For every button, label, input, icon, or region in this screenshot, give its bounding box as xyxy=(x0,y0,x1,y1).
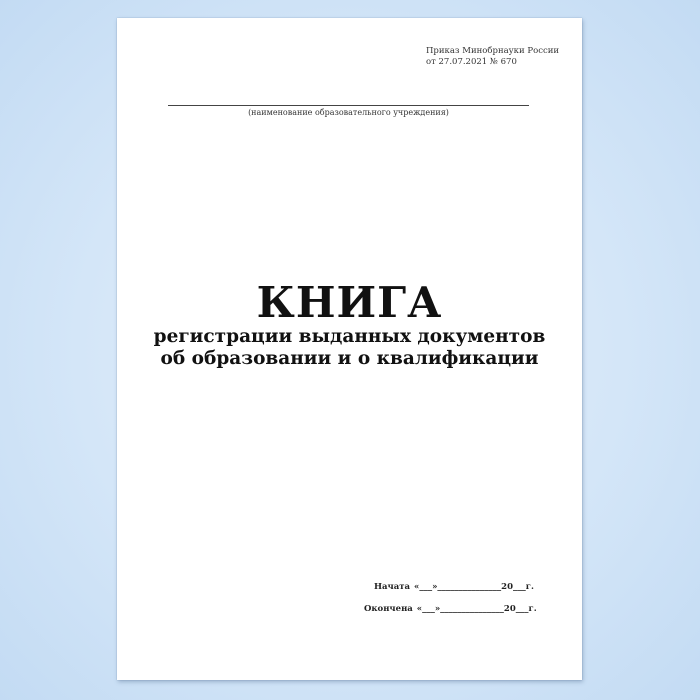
title-block xyxy=(117,280,582,370)
institution-caption: (наименование образовательного учреждения) xyxy=(248,108,449,117)
start-date-row xyxy=(374,582,534,592)
book-subtitle-line1: регистрации выданных документов xyxy=(153,326,546,347)
order-reference-line2: от 27.07.2021 № 670 xyxy=(426,57,517,67)
book-title: КНИГА xyxy=(256,278,443,327)
start-date-blank: «___»_______________20___г. xyxy=(414,582,534,592)
book-cover-page xyxy=(117,18,582,680)
order-reference-line1: Приказ Минобрнауки России xyxy=(426,46,560,56)
end-date-blank: «___»_______________20___г. xyxy=(416,604,537,614)
end-date-row xyxy=(364,604,537,614)
end-date-label: Окончена xyxy=(364,604,413,614)
start-date-label: Начата xyxy=(374,582,411,592)
book-subtitle-line2: об образовании и о квалификации xyxy=(160,348,539,369)
order-reference xyxy=(426,46,559,68)
institution-name-line xyxy=(168,105,529,106)
